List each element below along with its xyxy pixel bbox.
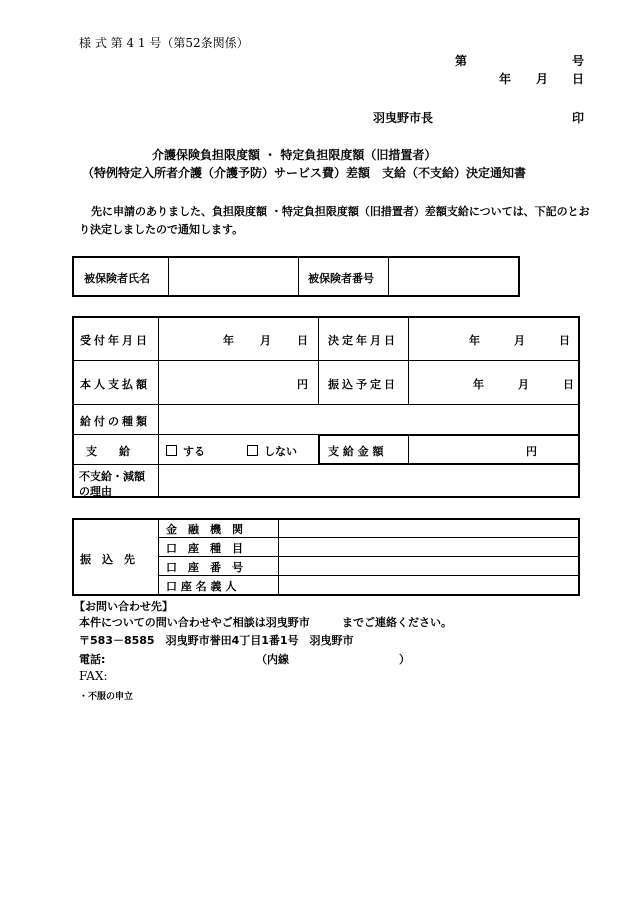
reason-label-2: の理由 xyxy=(79,485,112,498)
doc-number-prefix: 第 xyxy=(455,54,468,68)
header-date-month: 月 xyxy=(536,72,549,86)
transfer-date-day[interactable]: 日 xyxy=(563,378,574,391)
title-line-2: （特例特定入所者介護（介護予防）サービス費）差額 支給（不支給）決定通知書 xyxy=(82,166,527,180)
header-date-day: 日 xyxy=(572,72,585,86)
contact-heading: 【お問い合わせ先】 xyxy=(74,600,173,613)
checkbox-yes[interactable] xyxy=(166,445,177,456)
transfer-date-label: 振込予定日 xyxy=(328,378,398,391)
contact-extension-close: ） xyxy=(399,653,410,666)
header-date-year: 年 xyxy=(499,72,512,86)
transfer-date-year[interactable]: 年 xyxy=(473,378,484,391)
form-number: 様 式 第 4 1 号（第52条関係） xyxy=(79,36,249,50)
option-yes[interactable]: する xyxy=(166,443,205,459)
account-number-label: 口 座 番 号 xyxy=(166,561,243,574)
contact-line-1a: 本件についての問い合わせやご相談は羽曳野市 xyxy=(79,616,310,629)
bank-name-label: 金 融 機 関 xyxy=(166,523,243,536)
doc-number-suffix: 号 xyxy=(572,54,585,68)
payment-label: 支 給 xyxy=(86,445,130,458)
seal-mark: 印 xyxy=(572,111,585,125)
received-date-year[interactable]: 年 xyxy=(223,334,234,347)
intro-line-1: 先に申請のありました、負担限度額 ・特定負担限度額（旧措置者）差額支給については、下記のとお xyxy=(91,205,590,218)
transfer-table xyxy=(72,518,580,596)
intro-line-2: り決定しましたので通知します。 xyxy=(79,223,244,236)
decision-date-month[interactable]: 月 xyxy=(514,334,525,347)
contact-fax-label: FAX: xyxy=(79,669,108,683)
insured-name-label: 被保険者氏名 xyxy=(84,272,150,285)
appeal-note: ・不服の申立 xyxy=(79,692,134,702)
received-date-label: 受付年月日 xyxy=(80,334,150,347)
transfer-label: 振 込 先 xyxy=(80,553,135,566)
issuer: 羽曳野市長 xyxy=(373,111,434,125)
checkbox-no[interactable] xyxy=(247,445,258,456)
self-paid-yen[interactable]: 円 xyxy=(297,378,308,391)
insured-name-field[interactable] xyxy=(176,270,291,284)
contact-extension: （内線 xyxy=(256,653,289,666)
contact-line-1b: までご連絡ください。 xyxy=(342,616,452,629)
received-date-day[interactable]: 日 xyxy=(297,334,308,347)
decision-date-label: 決定年月日 xyxy=(328,334,398,347)
option-no[interactable]: しない xyxy=(247,443,297,459)
insured-number-label: 被保険者番号 xyxy=(308,272,374,285)
account-holder-label: 口 座 名 義 人 xyxy=(166,580,237,593)
payment-amount-yen[interactable]: 円 xyxy=(526,445,537,458)
title-line-1: 介護保険負担限度額 ・ 特定負担限度額（旧措置者） xyxy=(152,148,437,162)
reason-label-1: 不支給・減額 xyxy=(79,470,145,483)
account-type-label: 口 座 種 目 xyxy=(166,542,243,555)
decision-date-year[interactable]: 年 xyxy=(469,334,480,347)
contact-phone-label: 電話: xyxy=(79,653,106,666)
payment-amount-label: 支 給 金 額 xyxy=(328,445,384,458)
transfer-date-month[interactable]: 月 xyxy=(518,378,529,391)
insured-number-field[interactable] xyxy=(396,270,511,284)
decision-date-day[interactable]: 日 xyxy=(559,334,570,347)
self-paid-label: 本人支払額 xyxy=(80,378,150,391)
benefit-type-label: 給付の種類 xyxy=(80,415,150,428)
received-date-month[interactable]: 月 xyxy=(260,334,271,347)
contact-address: 〒583－8585 羽曳野市誉田4丁目1番1号 羽曳野市 xyxy=(79,634,354,647)
